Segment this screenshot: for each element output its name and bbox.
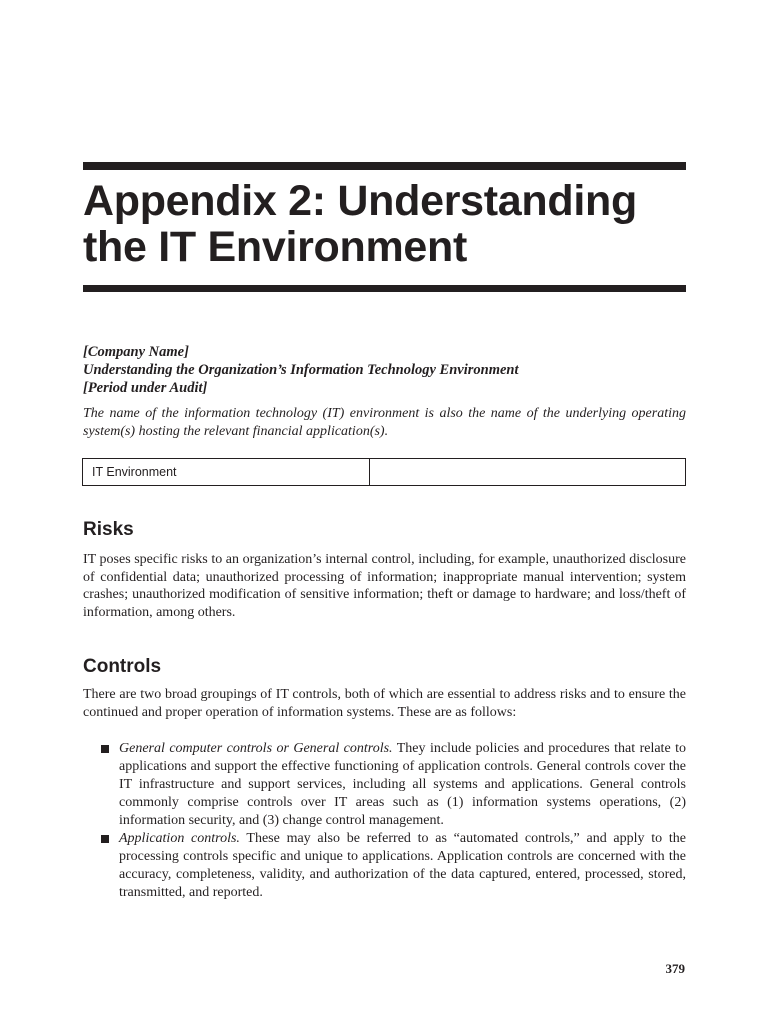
- form-subtitle: Understanding the Organization’s Information Technology Environment: [83, 362, 519, 378]
- risks-heading: Risks: [83, 519, 134, 540]
- title-line-2: the IT Environment: [83, 223, 468, 271]
- page-number: 379: [665, 961, 685, 976]
- controls-heading: Controls: [83, 656, 162, 677]
- title-line-1: Appendix 2: Understanding: [83, 177, 637, 225]
- square-bullet-icon: [101, 745, 109, 753]
- company-name: [Company Name]: [83, 344, 189, 360]
- bullet-lead: Application controls.: [119, 831, 240, 846]
- it-environment-table: [82, 458, 686, 486]
- list-item: [83, 830, 686, 902]
- bullet-text: They include policies and procedures that relate to applications and support the effective functioning of application controls. General controls cover the IT infrastructure and support services, including all systems and applications. General controls commonly comprise controls over IT areas such as (1) information systems operations, (2) information security, and (3) change control management.: [119, 741, 686, 828]
- it-environment-value-cell: [370, 459, 685, 485]
- form-header: [83, 343, 686, 397]
- controls-paragraph: There are two broad groupings of IT controls, both of which are essential to address risks and to ensure the continued and proper operation of information systems. These are as follows:: [83, 687, 686, 720]
- risks-paragraph: IT poses specific risks to an organization’s internal control, including, for example, unauthorized disclosure of confidential data; unauthorized processing of information; inappropriate manual intervention; system crashes; unauthorized modification of sensitive information; theft or damage to hardware; and loss/theft of information, among others.: [83, 552, 686, 620]
- bullet-lead: General computer controls or General controls.: [119, 741, 393, 756]
- it-environment-label: IT Environment: [83, 459, 370, 485]
- controls-list: [83, 740, 686, 902]
- list-item: [83, 740, 686, 830]
- square-bullet-icon: [101, 835, 109, 843]
- bottom-rule: [83, 285, 686, 292]
- page-title: [83, 178, 683, 270]
- top-rule: [83, 162, 686, 170]
- bullet-text: These may also be referred to as “automated controls,” and apply to the processing controls specific and unique to applications. Application controls are concerned with the accuracy, completeness, validity, and authorization of the data captured, entered, processed, stored, transmitted, and reported.: [119, 831, 686, 900]
- period-under-audit: [Period under Audit]: [83, 380, 208, 396]
- intro-note: The name of the information technology (IT) environment is also the name of the underlying operating system(s) hosting the relevant financial application(s).: [83, 406, 686, 439]
